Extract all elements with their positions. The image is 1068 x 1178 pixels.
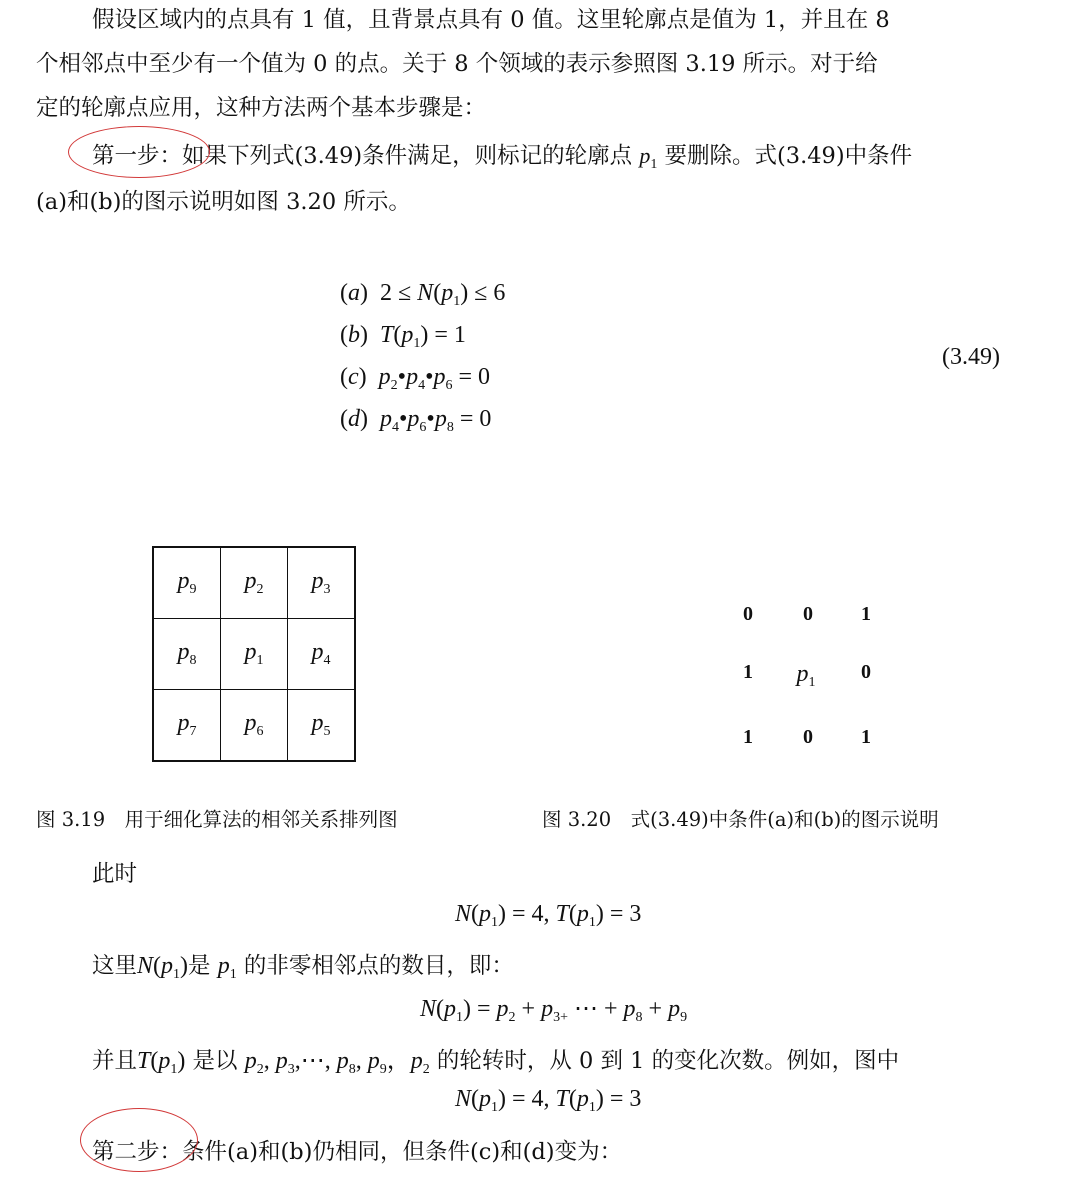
step1-p-sub: 1 <box>650 157 658 172</box>
example-value: 0 <box>803 603 813 625</box>
step2-text: 条件(a)和(b)仍相同，但条件(c)和(d)变为： <box>182 1139 623 1165</box>
example-value: 1 <box>743 726 753 748</box>
condition-c: (c) $p_2•p_4•p_6 = 0$ <box>340 364 491 393</box>
example-center-p1: $p_1$ <box>796 661 816 690</box>
example-value: 1 <box>861 726 871 748</box>
intro-line-2: 个相邻点中至少有一个值为 0 的点。关于 8 个领域的表示参照图 3.19 所示。对于给 <box>36 51 878 77</box>
figure-319-caption: 图 3.19 用于细化算法的相邻关系排列图 <box>36 808 398 831</box>
step1-line <box>92 138 912 173</box>
cell-p4: $p_4$ <box>288 619 356 690</box>
cell-p5: $p_5$ <box>288 690 356 762</box>
example-value: 0 <box>803 726 813 748</box>
step1-text-a: 如果下列式(3.49)条件满足，则标记的轮廓点 <box>182 143 633 169</box>
n-def-b: 是 <box>188 953 211 979</box>
n-def-a: 这里 <box>92 953 138 979</box>
condition-d: (d) $p_4•p_6•p_8 = 0$ <box>340 406 492 435</box>
intro-line-3: 定的轮廓点应用，这种方法两个基本步骤是： <box>36 95 487 121</box>
cell-p6: $p_6$ <box>221 690 288 762</box>
example-value: 0 <box>743 603 753 625</box>
equation-n-t: $N(p_1) = 4$, $T(p_1) = 3$ <box>455 901 642 930</box>
step1-text-b: 要删除。式(3.49)中条件 <box>664 143 913 169</box>
example-value: 1 <box>743 661 753 683</box>
n-definition-line: 这里$N(p_1)$是 $p_1$ 的非零相邻点的数目，即： <box>92 953 514 982</box>
cell-p8: $p_8$ <box>153 619 221 690</box>
step1-line-2: (a)和(b)的图示说明如图 3.20 所示。 <box>36 189 411 215</box>
cell-p3: $p_3$ <box>288 547 356 619</box>
cell-p7: $p_7$ <box>153 690 221 762</box>
step2-label: 第二步： <box>92 1139 183 1165</box>
equation-n-t-example: $N(p_1) = 4$, $T(p_1) = 3$ <box>455 1086 642 1115</box>
cishi-text: 此时 <box>92 861 138 887</box>
neighbor-grid <box>152 546 356 762</box>
t-definition-line: 并且$T(p_1)$ 是以 $p_2$, $p_3,\cdots$, $p_8$, $p_9$，$p_2$ 的轮转时，从 0 到 1 的变化次数。例如，图中 <box>92 1048 900 1077</box>
intro-line-1: 假设区域内的点具有 1 值，且背景点具有 0 值。这里轮廓点是值为 1，并且在 8 <box>92 7 890 33</box>
example-value: 0 <box>861 661 871 683</box>
n-def-c: 的非零相邻点的数目，即： <box>243 953 514 979</box>
step1-p: p <box>639 143 651 168</box>
condition-b: (b) $T(p_1) = 1$ <box>340 322 466 351</box>
figure-320-caption: 图 3.20 式(3.49)中条件(a)和(b)的图示说明 <box>542 808 939 831</box>
example-value: 1 <box>861 603 871 625</box>
equation-n-sum: $N(p_1) = p_2 + p_{3+}$ ⋯ + $p_8 + p_9$ <box>420 996 688 1025</box>
step1-label: 第一步： <box>92 143 183 169</box>
t-def-c: 的轮转时，从 0 到 1 的变化次数。例如，图中 <box>436 1048 900 1074</box>
cell-p9: $p_9$ <box>153 547 221 619</box>
cell-p1: $p_1$ <box>221 619 288 690</box>
t-def-a: 并且 <box>92 1048 138 1074</box>
step2-annotation-ellipse <box>80 1108 198 1172</box>
condition-a: (a) $2 \le N(p_1) \le 6$ <box>340 280 506 309</box>
t-def-b: 是以 <box>192 1048 238 1074</box>
step1-annotation-ellipse <box>68 126 210 178</box>
cell-p2: $p_2$ <box>221 547 288 619</box>
equation-number: (3.49) <box>942 344 1000 370</box>
